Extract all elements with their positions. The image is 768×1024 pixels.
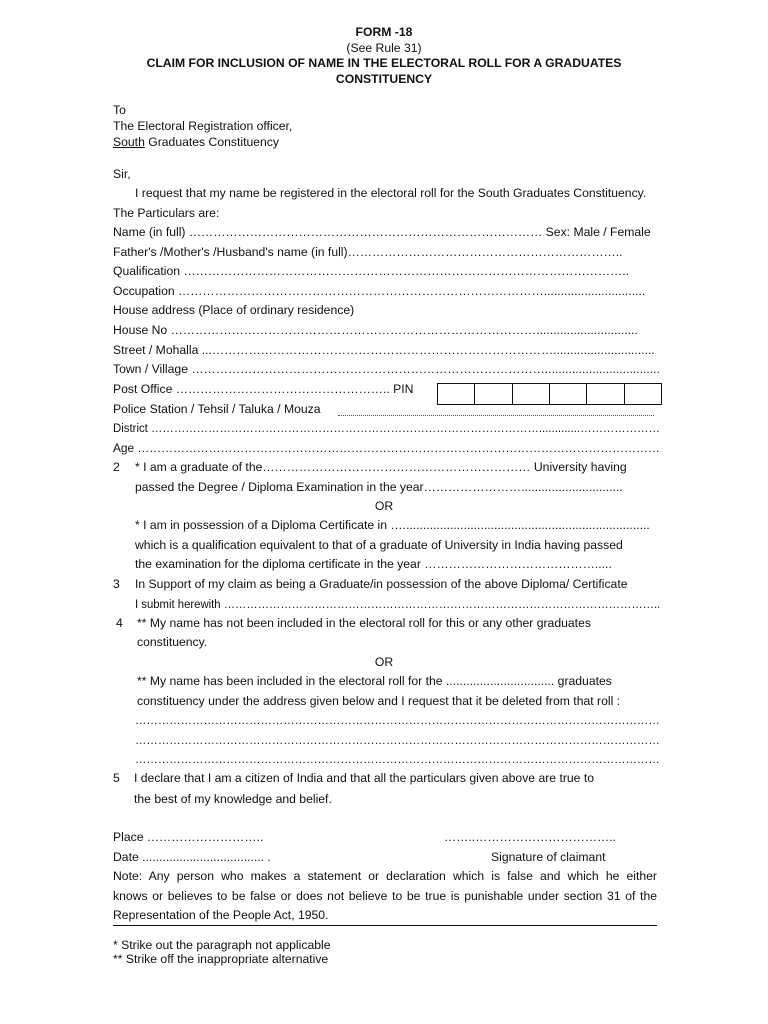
field-street: Street / Mohalla ...…………………………………………………………………………..............................	[113, 343, 655, 357]
item4-or: OR	[374, 655, 394, 669]
field-house-address: House address (Place of ordinary residence)	[113, 303, 355, 317]
item2-graduate-line: * I am a graduate of the………………………………………………………… University having	[135, 460, 627, 474]
item5-number: 5	[113, 771, 120, 785]
item2-exam-year-line: the examination for the diploma certificate in the year …………………………………….....	[135, 557, 612, 571]
item5-belief-line: the best of my knowledge and belief.	[134, 792, 332, 806]
pin-digit-box[interactable]	[438, 384, 475, 404]
field-town: Town / Village ……………………………………………………………………………..................................	[113, 362, 660, 376]
police-station-dotted-line	[338, 415, 654, 416]
item4-number: 4	[116, 616, 123, 630]
footnote-strike-paragraph: * Strike out the paragraph not applicable	[113, 938, 331, 952]
field-occupation: Occupation ………………………………………………………………………………..............................	[113, 284, 646, 298]
field-post-office: Post Office …………………………………………….. PIN	[113, 382, 414, 396]
field-district: District ………………………………………………………………………………………….............…………………	[113, 421, 660, 435]
item3-submit-line: I submit herewith ……………………………………………………………………………………………………..	[135, 597, 661, 611]
form-number: FORM -18	[355, 25, 413, 39]
footnote-strike-alternative: ** Strike off the inappropriate alternative	[113, 952, 329, 966]
item4-included-line: ** My name has been included in the electoral roll for the ................................ graduates	[137, 674, 612, 688]
field-father-name: Father's /Mother's /Husband's name (in full)…………………………………………………………..	[113, 245, 623, 259]
rule-reference: (See Rule 31)	[346, 41, 422, 55]
signature-label: Signature of claimant	[491, 850, 606, 864]
pin-code-boxes[interactable]	[437, 383, 662, 405]
note-line1: Note: Any person who makes a statement or declaration which is false and which he either	[113, 869, 657, 883]
field-age: Age ……………………………………………………………………………………………………………………	[113, 441, 660, 455]
pin-digit-box[interactable]	[587, 384, 624, 404]
note-line2: knows or believes to be false or does not believe to be true is punishable under section 31 of the	[113, 889, 657, 903]
item4-address-dots: …………………………………………………………………………………………………………………………	[135, 752, 660, 766]
form-title-line1: CLAIM FOR INCLUSION OF NAME IN THE ELECTORAL ROLL FOR A GRADUATES	[146, 56, 622, 70]
particulars-intro: The Particulars are:	[113, 206, 220, 220]
request-text: I request that my name be registered in the electoral roll for the South Graduates Constituency.	[135, 186, 647, 200]
item2-equivalent-line: which is a qualification equivalent to that of a graduate of University in India having passed	[135, 538, 623, 552]
place-field: Place ………………………..	[113, 830, 264, 844]
salutation: Sir,	[113, 167, 131, 181]
field-house-no: House No ………………………………………………………………………………..............................	[113, 323, 638, 337]
address-officer: The Electoral Registration officer,	[113, 119, 293, 133]
signature-dots: ……..……………………………..	[444, 830, 616, 844]
item4-address-dots: …………………………………………………………………………………………………………………………	[135, 713, 660, 727]
item3-support-line: In Support of my claim as being a Graduate/in possession of the above Diploma/ Certificate	[135, 577, 628, 591]
field-police-station: Police Station / Tehsil / Taluka / Mouza	[113, 402, 321, 416]
constituency-suffix: Graduates Constituency	[144, 135, 279, 149]
pin-digit-box[interactable]	[513, 384, 550, 404]
item2-or: OR	[374, 499, 394, 513]
field-qualification: Qualification ………………………………………………………………………………………………..	[113, 264, 629, 278]
note-line3: Representation of the People Act, 1950.	[113, 908, 329, 922]
item3-number: 3	[113, 577, 120, 591]
item4-not-included-line: ** My name has not been included in the electoral roll for this or any other graduates	[137, 616, 591, 630]
pin-digit-box[interactable]	[475, 384, 512, 404]
pin-digit-box[interactable]	[625, 384, 661, 404]
field-name: Name (in full) …………………………………………………………………………… Sex: Male / Female	[113, 225, 651, 239]
date-field: Date .................................... .	[113, 850, 271, 864]
address-to: To	[113, 103, 126, 117]
item4-delete-request-line: constituency under the address given below and I request that it be deleted from that roll :	[137, 694, 621, 708]
item2-degree-line: passed the Degree / Diploma Examination in the year……………………..............................	[135, 480, 623, 494]
address-constituency	[113, 135, 279, 149]
item4-address-dots: …………………………………………………………………………………………………………………………	[135, 733, 660, 747]
constituency-name: South	[113, 135, 145, 149]
item2-number: 2	[113, 460, 120, 474]
form-title-line2: CONSTITUENCY	[335, 72, 433, 86]
item5-declaration-line: I declare that I am a citizen of India and that all the particulars given above are true to	[134, 771, 595, 785]
footer-rule	[113, 925, 657, 926]
item2-diploma-line: * I am in possession of a Diploma Certificate in ….........................................................................	[135, 518, 650, 532]
item4-constituency-line: constituency.	[137, 635, 208, 649]
pin-digit-box[interactable]	[550, 384, 587, 404]
